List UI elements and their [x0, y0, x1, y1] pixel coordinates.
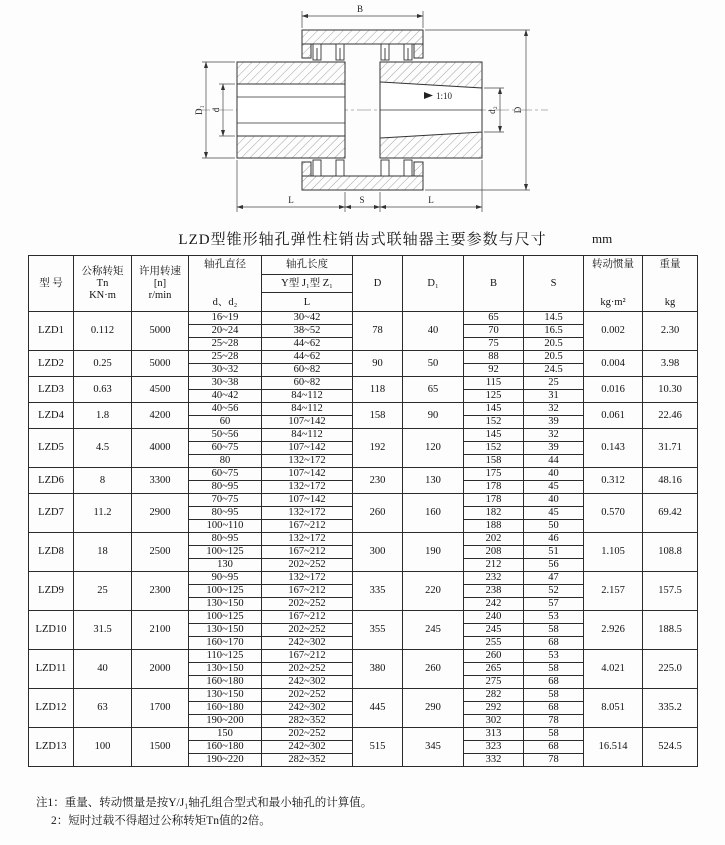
weight-cell: 524.5 — [643, 728, 698, 767]
S-cell: 47 — [524, 572, 584, 585]
B-cell: 245 — [464, 624, 524, 637]
S-cell: 46 — [524, 533, 584, 546]
torque-cell: 31.5 — [74, 611, 132, 650]
S-cell: 78 — [524, 715, 584, 728]
speed-cell: 2300 — [132, 572, 189, 611]
S-cell: 78 — [524, 754, 584, 767]
D-cell: 300 — [353, 533, 403, 572]
bore-length-cell: 132~172 — [262, 481, 353, 494]
inertia-cell: 0.312 — [584, 468, 643, 494]
D1-cell: 345 — [403, 728, 464, 767]
weight-cell: 335.2 — [643, 689, 698, 728]
bore-diameter-cell: 130 — [189, 559, 262, 572]
inertia-cell: 0.143 — [584, 429, 643, 468]
page-title: LZD型锥形轴孔弹性柱销齿式联轴器主要参数与尺寸 — [178, 232, 547, 248]
bore-diameter-cell: 25~28 — [189, 351, 262, 364]
weight-cell: 3.98 — [643, 351, 698, 377]
header-speed — [132, 256, 189, 312]
B-cell: 70 — [464, 325, 524, 338]
D1-cell: 220 — [403, 572, 464, 611]
B-cell: 145 — [464, 403, 524, 416]
table-subrow — [29, 403, 698, 416]
B-cell: 178 — [464, 494, 524, 507]
bore-length-cell: 167~212 — [262, 546, 353, 559]
weight-cell: 10.30 — [643, 377, 698, 403]
S-cell: 68 — [524, 702, 584, 715]
table-header — [29, 256, 698, 312]
parameter-table — [28, 255, 698, 767]
S-cell: 45 — [524, 481, 584, 494]
S-cell: 58 — [524, 689, 584, 702]
table-subrow — [29, 572, 698, 585]
header-torque-line2: Tn — [96, 277, 109, 289]
B-cell: 275 — [464, 676, 524, 689]
inertia-cell: 0.570 — [584, 494, 643, 533]
B-cell: 88 — [464, 351, 524, 364]
torque-cell: 0.25 — [74, 351, 132, 377]
D-cell: 230 — [353, 468, 403, 494]
hub-right — [380, 62, 482, 158]
D1-cell: 160 — [403, 494, 464, 533]
D-cell: 335 — [353, 572, 403, 611]
bore-length-cell: 132~172 — [262, 533, 353, 546]
dim-label-S: S — [359, 195, 365, 205]
dim-label-d2: d₂ — [487, 106, 497, 114]
header-bore-diameter-symbols: d、d₂ — [212, 296, 238, 308]
D-cell: 158 — [353, 403, 403, 429]
bore-diameter-cell: 60 — [189, 416, 262, 429]
S-cell: 40 — [524, 468, 584, 481]
table-subrow — [29, 650, 698, 663]
B-cell: 125 — [464, 390, 524, 403]
S-cell: 51 — [524, 546, 584, 559]
title-row — [0, 228, 725, 250]
header-bore-diameter — [189, 256, 262, 312]
header-model: 型 号 — [29, 256, 74, 312]
header-inertia-unit: kg·m² — [600, 296, 626, 308]
header-weight-title: 重量 — [659, 259, 681, 270]
B-cell: 145 — [464, 429, 524, 442]
bore-diameter-cell: 190~200 — [189, 715, 262, 728]
speed-cell: 4200 — [132, 403, 189, 429]
torque-cell: 18 — [74, 533, 132, 572]
header-bore-length — [262, 256, 353, 312]
model-cell: LZD4 — [29, 403, 74, 429]
D-cell: 192 — [353, 429, 403, 468]
D-cell: 260 — [353, 494, 403, 533]
S-cell: 39 — [524, 442, 584, 455]
inertia-cell: 0.004 — [584, 351, 643, 377]
bore-diameter-cell: 130~150 — [189, 663, 262, 676]
S-cell: 16.5 — [524, 325, 584, 338]
bore-length-cell: 44~62 — [262, 338, 353, 351]
header-bore-length-types: Y型 J₁型 Z₁ — [262, 274, 352, 293]
footnotes — [36, 795, 372, 831]
bore-diameter-cell: 60~75 — [189, 468, 262, 481]
header-D1: D₁ — [403, 256, 464, 312]
bore-length-cell: 107~142 — [262, 494, 353, 507]
bore-diameter-cell: 40~42 — [189, 390, 262, 403]
B-cell: 158 — [464, 455, 524, 468]
header-torque-line1: 公称转矩 — [81, 265, 124, 277]
speed-cell: 2000 — [132, 650, 189, 689]
model-cell: LZD9 — [29, 572, 74, 611]
bore-diameter-cell: 100~125 — [189, 585, 262, 598]
bore-length-cell: 282~352 — [262, 715, 353, 728]
bore-length-cell: 242~302 — [262, 741, 353, 754]
D-cell: 90 — [353, 351, 403, 377]
bore-diameter-cell: 80~95 — [189, 507, 262, 520]
D1-cell: 245 — [403, 611, 464, 650]
bore-diameter-cell: 130~150 — [189, 689, 262, 702]
B-cell: 202 — [464, 533, 524, 546]
D1-cell: 50 — [403, 351, 464, 377]
B-cell: 332 — [464, 754, 524, 767]
S-cell: 24.5 — [524, 364, 584, 377]
bore-length-cell: 202~252 — [262, 598, 353, 611]
model-cell: LZD13 — [29, 728, 74, 767]
D1-cell: 190 — [403, 533, 464, 572]
S-cell: 68 — [524, 637, 584, 650]
S-cell: 32 — [524, 403, 584, 416]
bore-diameter-cell: 130~150 — [189, 624, 262, 637]
weight-cell: 69.42 — [643, 494, 698, 533]
bore-diameter-cell: 40~56 — [189, 403, 262, 416]
B-cell: 178 — [464, 481, 524, 494]
header-torque-line3: KN·m — [89, 290, 116, 301]
S-cell: 68 — [524, 741, 584, 754]
bore-length-cell: 30~42 — [262, 312, 353, 325]
speed-cell: 1500 — [132, 728, 189, 767]
bore-diameter-cell: 80 — [189, 455, 262, 468]
dim-label-D: D — [513, 106, 523, 114]
table-subrow — [29, 728, 698, 741]
S-cell: 53 — [524, 611, 584, 624]
B-cell: 182 — [464, 507, 524, 520]
B-cell: 282 — [464, 689, 524, 702]
header-bore-length-title: 轴孔长度 — [286, 259, 328, 271]
S-cell: 40 — [524, 494, 584, 507]
D-cell: 445 — [353, 689, 403, 728]
bore-diameter-cell: 150 — [189, 728, 262, 741]
weight-cell: 48.16 — [643, 468, 698, 494]
dim-label-B: B — [356, 4, 364, 14]
bore-diameter-cell: 100~125 — [189, 611, 262, 624]
inertia-cell: 2.157 — [584, 572, 643, 611]
torque-cell: 4.5 — [74, 429, 132, 468]
speed-cell: 3300 — [132, 468, 189, 494]
bore-length-cell: 107~142 — [262, 416, 353, 429]
bore-diameter-cell: 60~75 — [189, 442, 262, 455]
B-cell: 240 — [464, 611, 524, 624]
D1-cell: 130 — [403, 468, 464, 494]
bore-length-cell: 60~82 — [262, 364, 353, 377]
header-weight-unit: kg — [664, 296, 676, 308]
B-cell: 265 — [464, 663, 524, 676]
D1-cell: 65 — [403, 377, 464, 403]
header-speed-line1: 许用转速 — [139, 265, 181, 277]
B-cell: 323 — [464, 741, 524, 754]
model-cell: LZD2 — [29, 351, 74, 377]
B-cell: 292 — [464, 702, 524, 715]
model-cell: LZD10 — [29, 611, 74, 650]
header-bore-diameter-title: 轴孔直径 — [204, 259, 246, 270]
inertia-cell: 2.926 — [584, 611, 643, 650]
bore-length-cell: 167~212 — [262, 585, 353, 598]
D1-cell: 40 — [403, 312, 464, 351]
speed-cell: 4500 — [132, 377, 189, 403]
table-subrow — [29, 611, 698, 624]
model-cell: LZD8 — [29, 533, 74, 572]
weight-cell: 22.46 — [643, 403, 698, 429]
D-cell: 118 — [353, 377, 403, 403]
weight-cell: 225.0 — [643, 650, 698, 689]
B-cell: 232 — [464, 572, 524, 585]
table-body — [29, 312, 698, 767]
B-cell: 65 — [464, 312, 524, 325]
weight-cell: 188.5 — [643, 611, 698, 650]
D1-cell: 90 — [403, 403, 464, 429]
B-cell: 175 — [464, 468, 524, 481]
S-cell: 14.5 — [524, 312, 584, 325]
header-bore-length-L: L — [262, 292, 352, 311]
speed-cell: 5000 — [132, 312, 189, 351]
torque-cell: 0.63 — [74, 377, 132, 403]
bore-length-cell: 242~302 — [262, 637, 353, 650]
torque-cell: 100 — [74, 728, 132, 767]
footnote-2: 2：短时过载不得超过公称转矩Tn值的2倍。 — [51, 814, 271, 827]
B-cell: 152 — [464, 416, 524, 429]
B-cell: 302 — [464, 715, 524, 728]
bore-diameter-cell: 130~150 — [189, 598, 262, 611]
table-subrow — [29, 689, 698, 702]
inertia-cell: 0.002 — [584, 312, 643, 351]
bore-length-cell: 132~172 — [262, 572, 353, 585]
inertia-cell: 4.021 — [584, 650, 643, 689]
bore-length-cell: 44~62 — [262, 351, 353, 364]
torque-cell: 63 — [74, 689, 132, 728]
bore-diameter-cell: 25~28 — [189, 338, 262, 351]
speed-cell: 1700 — [132, 689, 189, 728]
torque-cell: 1.8 — [74, 403, 132, 429]
speed-cell: 2900 — [132, 494, 189, 533]
D-cell: 78 — [353, 312, 403, 351]
weight-cell: 2.30 — [643, 312, 698, 351]
S-cell: 58 — [524, 728, 584, 741]
model-cell: LZD12 — [29, 689, 74, 728]
D1-cell: 120 — [403, 429, 464, 468]
table-subrow — [29, 494, 698, 507]
bore-diameter-cell: 70~75 — [189, 494, 262, 507]
S-cell: 31 — [524, 390, 584, 403]
bore-length-cell: 132~172 — [262, 455, 353, 468]
bore-length-cell: 242~302 — [262, 702, 353, 715]
model-cell: LZD7 — [29, 494, 74, 533]
D1-cell: 290 — [403, 689, 464, 728]
D-cell: 355 — [353, 611, 403, 650]
unit-label: mm — [592, 231, 613, 246]
S-cell: 52 — [524, 585, 584, 598]
hub-left — [237, 62, 345, 158]
bore-diameter-cell: 160~180 — [189, 702, 262, 715]
dim-label-L-left: L — [288, 195, 294, 205]
inertia-cell: 16.514 — [584, 728, 643, 767]
S-cell: 44 — [524, 455, 584, 468]
B-cell: 152 — [464, 442, 524, 455]
taper-label: 1:10 — [436, 91, 453, 101]
speed-cell: 2100 — [132, 611, 189, 650]
B-cell: 242 — [464, 598, 524, 611]
S-cell: 58 — [524, 624, 584, 637]
speed-cell: 5000 — [132, 351, 189, 377]
S-cell: 32 — [524, 429, 584, 442]
B-cell: 92 — [464, 364, 524, 377]
S-cell: 68 — [524, 676, 584, 689]
bore-diameter-cell: 190~220 — [189, 754, 262, 767]
bore-length-cell: 202~252 — [262, 689, 353, 702]
header-speed-line2: [n] — [153, 277, 167, 289]
inertia-cell: 0.061 — [584, 403, 643, 429]
gear-teeth-bottom — [313, 160, 412, 176]
model-cell: LZD11 — [29, 650, 74, 689]
torque-cell: 0.112 — [74, 312, 132, 351]
S-cell: 57 — [524, 598, 584, 611]
bore-diameter-cell: 160~180 — [189, 741, 262, 754]
bore-length-cell: 167~212 — [262, 611, 353, 624]
bore-diameter-cell: 110~125 — [189, 650, 262, 663]
B-cell: 212 — [464, 559, 524, 572]
weight-cell: 157.5 — [643, 572, 698, 611]
bore-diameter-cell: 80~95 — [189, 533, 262, 546]
coupling-section-drawing — [0, 0, 725, 222]
bore-diameter-cell: 20~24 — [189, 325, 262, 338]
S-cell: 58 — [524, 663, 584, 676]
model-cell: LZD3 — [29, 377, 74, 403]
inertia-cell: 0.016 — [584, 377, 643, 403]
B-cell: 208 — [464, 546, 524, 559]
bore-length-cell: 282~352 — [262, 754, 353, 767]
speed-cell: 4000 — [132, 429, 189, 468]
bore-length-cell: 202~252 — [262, 624, 353, 637]
bore-diameter-cell: 50~56 — [189, 429, 262, 442]
header-D: D — [353, 256, 403, 312]
header-B: B — [464, 256, 524, 312]
S-cell: 53 — [524, 650, 584, 663]
D-cell: 380 — [353, 650, 403, 689]
bore-length-cell: 202~252 — [262, 559, 353, 572]
model-cell: LZD6 — [29, 468, 74, 494]
bore-diameter-cell: 30~38 — [189, 377, 262, 390]
bore-diameter-cell: 100~110 — [189, 520, 262, 533]
gear-teeth-top — [313, 44, 412, 60]
parameter-table-wrap — [28, 255, 698, 767]
inertia-cell: 8.051 — [584, 689, 643, 728]
table-subrow — [29, 429, 698, 442]
dim-label-D1: D₁ — [194, 105, 204, 115]
model-cell: LZD1 — [29, 312, 74, 351]
bore-length-cell: 84~112 — [262, 403, 353, 416]
dim-label-d: d — [211, 107, 221, 113]
bore-length-cell: 84~112 — [262, 429, 353, 442]
S-cell: 56 — [524, 559, 584, 572]
bore-length-cell: 132~172 — [262, 507, 353, 520]
table-subrow — [29, 312, 698, 325]
header-weight — [643, 256, 698, 312]
bore-diameter-cell: 160~180 — [189, 676, 262, 689]
bore-diameter-cell: 100~125 — [189, 546, 262, 559]
table-subrow — [29, 351, 698, 364]
header-inertia-title: 转动惯量 — [592, 259, 634, 270]
weight-cell: 31.71 — [643, 429, 698, 468]
bore-length-cell: 38~52 — [262, 325, 353, 338]
B-cell: 115 — [464, 377, 524, 390]
B-cell: 260 — [464, 650, 524, 663]
bore-diameter-cell: 80~95 — [189, 481, 262, 494]
torque-cell: 25 — [74, 572, 132, 611]
bore-diameter-cell: 90~95 — [189, 572, 262, 585]
bore-length-cell: 167~212 — [262, 520, 353, 533]
torque-cell: 11.2 — [74, 494, 132, 533]
S-cell: 50 — [524, 520, 584, 533]
S-cell: 45 — [524, 507, 584, 520]
bore-length-cell: 107~142 — [262, 468, 353, 481]
D1-cell: 260 — [403, 650, 464, 689]
bore-diameter-cell: 160~170 — [189, 637, 262, 650]
B-cell: 75 — [464, 338, 524, 351]
torque-cell: 8 — [74, 468, 132, 494]
footnote-1: 注1：重量、转动惯量是按Y/J₁轴孔组合型式和最小轴孔的计算值。 — [36, 797, 373, 809]
S-cell: 39 — [524, 416, 584, 429]
bore-length-cell: 202~252 — [262, 728, 353, 741]
bore-length-cell: 84~112 — [262, 390, 353, 403]
model-cell: LZD5 — [29, 429, 74, 468]
S-cell: 20.5 — [524, 338, 584, 351]
bore-length-cell: 242~302 — [262, 676, 353, 689]
table-subrow — [29, 468, 698, 481]
B-cell: 238 — [464, 585, 524, 598]
table-subrow — [29, 377, 698, 390]
D-cell: 515 — [353, 728, 403, 767]
weight-cell: 108.8 — [643, 533, 698, 572]
header-S: S — [524, 256, 584, 312]
inertia-cell: 1.105 — [584, 533, 643, 572]
bore-diameter-cell: 30~32 — [189, 364, 262, 377]
bore-length-cell: 202~252 — [262, 663, 353, 676]
B-cell: 313 — [464, 728, 524, 741]
B-cell: 188 — [464, 520, 524, 533]
dim-label-L-right: L — [428, 195, 434, 205]
table-subrow — [29, 533, 698, 546]
S-cell: 20.5 — [524, 351, 584, 364]
speed-cell: 2500 — [132, 533, 189, 572]
bore-length-cell: 167~212 — [262, 650, 353, 663]
bore-length-cell: 60~82 — [262, 377, 353, 390]
header-speed-line3: r/min — [148, 290, 172, 301]
S-cell: 25 — [524, 377, 584, 390]
header-torque — [74, 256, 132, 312]
bore-length-cell: 107~142 — [262, 442, 353, 455]
bore-diameter-cell: 16~19 — [189, 312, 262, 325]
B-cell: 255 — [464, 637, 524, 650]
header-inertia — [584, 256, 643, 312]
torque-cell: 40 — [74, 650, 132, 689]
